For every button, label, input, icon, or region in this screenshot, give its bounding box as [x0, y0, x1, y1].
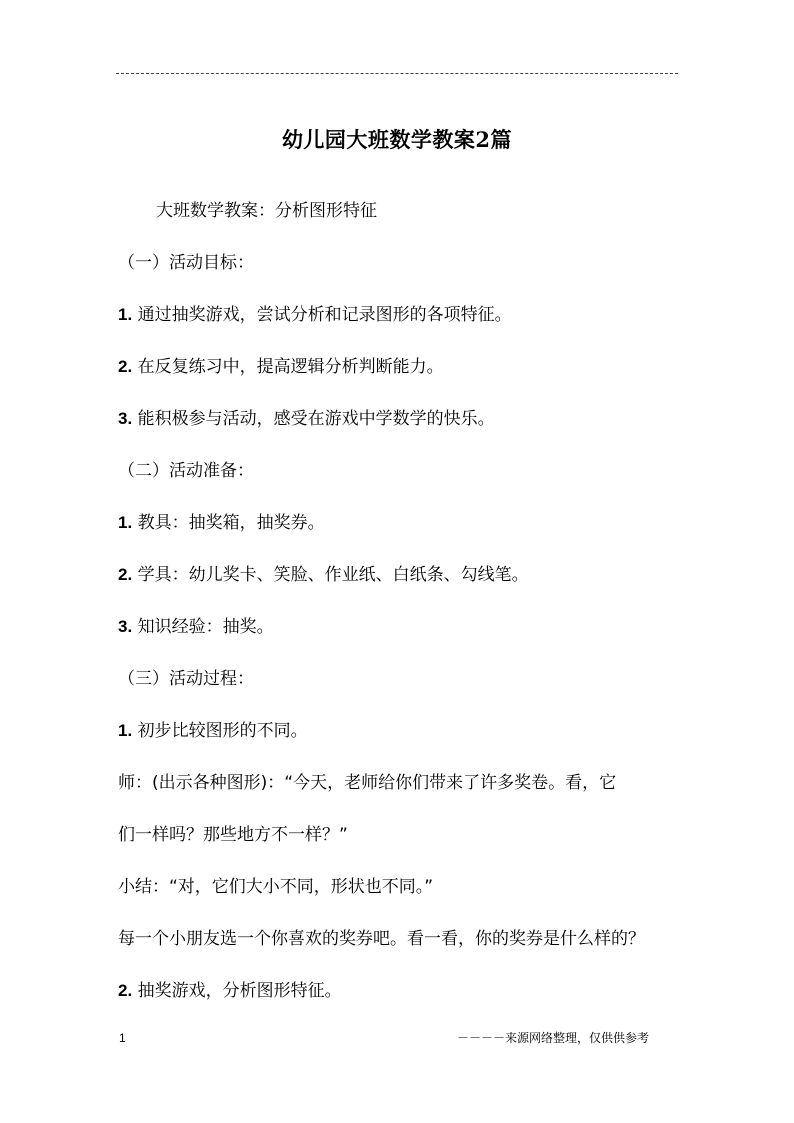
document-title: 幼儿园大班数学教案2篇	[281, 127, 513, 152]
item-number: 2.	[118, 565, 133, 584]
preparation-item-3	[118, 615, 274, 639]
section-heading-objectives: （一）活动目标：	[118, 253, 254, 273]
instruction-line: 每一个小朋友选一个你喜欢的奖券吧。看一看，你的奖券是什么样的？	[118, 929, 645, 949]
page-number: 1	[119, 1031, 126, 1045]
item-text: 在反复练习中，提高逻辑分析判断能力。	[137, 357, 444, 377]
item-number: 1.	[118, 721, 133, 740]
preparation-item-1	[118, 511, 325, 535]
header-dashed-rule	[116, 73, 678, 74]
item-number: 1.	[118, 513, 133, 532]
footer-note: －－－－来源网络整理，仅供供参考	[457, 1031, 650, 1045]
summary-line: 小结：“对，它们大小不同，形状也不同。”	[118, 877, 434, 897]
teacher-dialogue-line-2: 们一样吗？那些地方不一样？”	[118, 825, 348, 845]
item-text: 学具：幼儿奖卡、笑脸、作业纸、白纸条、勾线笔。	[137, 565, 529, 585]
objective-item-2	[118, 355, 444, 379]
item-text: 知识经验：抽奖。	[137, 617, 274, 637]
item-text: 能积极参与活动，感受在游戏中学数学的快乐。	[137, 409, 495, 429]
teacher-dialogue-line-1: 师：(出示各种图形)：“今天，老师给你们带来了许多奖卷。看，它	[118, 773, 617, 793]
section-heading-preparation: （二）活动准备：	[118, 461, 254, 481]
item-text: 抽奖游戏，分析图形特征。	[137, 981, 342, 1001]
item-number: 2.	[118, 357, 133, 376]
objective-item-3	[118, 407, 495, 431]
document-subtitle: 大班数学教案：分析图形特征	[156, 201, 377, 221]
item-text: 教具：抽奖箱，抽奖券。	[137, 513, 325, 533]
item-text: 初步比较图形的不同。	[137, 721, 308, 741]
item-number: 2.	[118, 981, 133, 1000]
objective-item-1	[118, 303, 512, 327]
section-heading-process: （三）活动过程：	[118, 669, 254, 689]
item-number: 1.	[118, 305, 133, 324]
item-number: 3.	[118, 617, 133, 636]
item-number: 3.	[118, 409, 133, 428]
process-step-1	[118, 719, 308, 743]
item-text: 通过抽奖游戏，尝试分析和记录图形的各项特征。	[137, 305, 512, 325]
preparation-item-2	[118, 563, 529, 587]
process-step-2	[118, 979, 342, 1003]
